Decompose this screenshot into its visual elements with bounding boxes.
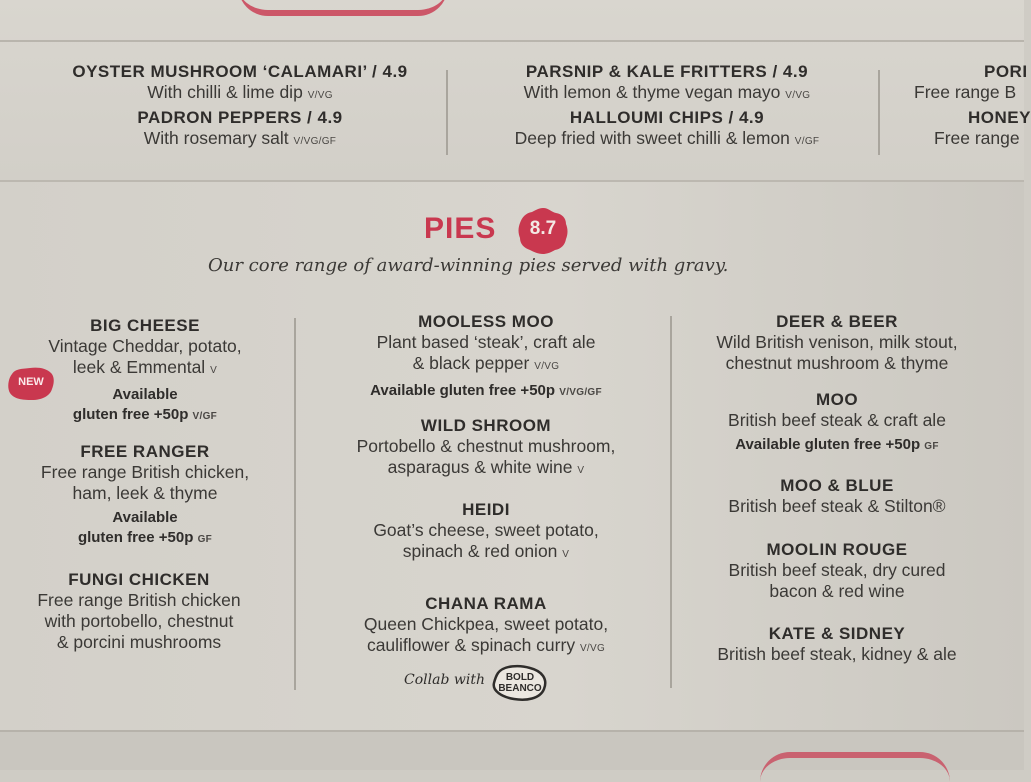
pies-price: 8.7 (529, 218, 557, 239)
pie-fungi-chicken (4, 570, 274, 653)
starter-desc: With rosemary salt V/VG/GF (143, 128, 337, 148)
pie-availability: gluten free +50p V/GF (72, 406, 218, 423)
pie-moo (690, 390, 984, 457)
pie-desc-line: British beef steak & Stilton® (728, 496, 946, 516)
pie-availability: Available gluten free +50p GF (735, 436, 939, 453)
pie-desc-line: British beef steak, dry cured (728, 560, 946, 580)
pie-desc-line: bacon & red wine (769, 581, 905, 601)
pie-availability: Available (112, 509, 178, 526)
starter-name: PADRON PEPPERS / 4.9 (137, 108, 343, 127)
starter-name: OYSTER MUSHROOM ‘CALAMARI’ / 4.9 (72, 62, 408, 81)
pie-desc-line: Goat’s cheese, sweet potato, (373, 520, 599, 540)
pie-name: DEER & BEER (776, 312, 898, 331)
pie-desc-line: Queen Chickpea, sweet potato, (363, 614, 609, 634)
bottom-heading-fragment (760, 752, 950, 782)
top-fold-line (0, 40, 1024, 42)
pie-moo-blue (690, 476, 984, 517)
pie-chana-rama (316, 594, 656, 659)
starter-desc: Free range (934, 128, 1020, 148)
bold-bean-logo (490, 663, 550, 703)
starter-name: HONEY (968, 108, 1031, 127)
starter-oyster-mushroom (40, 62, 440, 106)
collab-text: Collab with (404, 672, 485, 688)
pie-kate-sidney (690, 624, 984, 665)
pie-desc-line: cauliflower & spinach curry V/VG (366, 635, 606, 655)
pie-desc-line: & porcini mushrooms (56, 632, 222, 652)
collab-logo-label: BOLD BEANCO (498, 672, 542, 694)
pies-title: PIES (424, 212, 497, 245)
starter-divider (878, 70, 880, 155)
starter-name: HALLOUMI CHIPS / 4.9 (569, 108, 765, 127)
pie-desc-line: Vintage Cheddar, potato, (48, 336, 242, 356)
pie-desc-line: Plant based ‘steak’, craft ale (376, 332, 596, 352)
pie-desc-line: Free range British chicken, (40, 462, 250, 482)
pie-name: MOOLESS MOO (418, 312, 554, 331)
pie-heidi (316, 500, 656, 565)
pie-desc-line: spinach & red onion V (402, 541, 570, 561)
column-divider-right (670, 316, 672, 688)
pie-name: MOO (815, 390, 859, 409)
pie-name: BIG CHEESE (90, 316, 200, 335)
pie-desc-line: leek & Emmental V (72, 357, 218, 377)
pie-desc-line: asparagus & white wine V (387, 457, 585, 477)
starter-halloumi-chips (462, 108, 872, 152)
starter-name: PORI (984, 62, 1028, 81)
pie-name: WILD SHROOM (420, 416, 552, 435)
pie-availability: gluten free +50p GF (77, 529, 213, 546)
top-heading-fragment (238, 0, 448, 16)
pie-availability: Available gluten free +50p V/VG/GF (370, 382, 602, 399)
pie-availability: Available (112, 386, 178, 403)
new-badge-label: NEW (18, 376, 44, 388)
pie-name: MOOLIN ROUGE (766, 540, 908, 559)
starter-name: PARSNIP & KALE FRITTERS / 4.9 (525, 62, 809, 81)
pie-desc-line: with portobello, chestnut (44, 611, 234, 631)
pie-free-ranger (10, 442, 280, 550)
pie-desc-line: chestnut mushroom & thyme (725, 353, 949, 373)
pie-desc-line: ham, leek & thyme (72, 483, 218, 503)
pie-name: FUNGI CHICKEN (68, 570, 210, 589)
pie-desc-line: British beef steak & craft ale (728, 410, 946, 430)
pie-desc-line: & black pepper V/VG (412, 353, 560, 373)
pie-mooless-moo (316, 312, 656, 403)
starter-divider (446, 70, 448, 155)
pies-subtitle: Our core range of award-winning pies served with gravy. (208, 255, 729, 276)
pie-name: KATE & SIDNEY (768, 624, 906, 643)
starter-desc: With lemon & thyme vegan mayo V/VG (523, 82, 811, 102)
pie-big-cheese (10, 316, 280, 427)
pie-name: FREE RANGER (80, 442, 210, 461)
starter-desc: Deep fried with sweet chilli & lemon V/GF (514, 128, 820, 148)
starter-desc: Free range B (914, 82, 1017, 102)
pie-deer-beer (690, 312, 984, 374)
pie-desc-line: British beef steak, kidney & ale (717, 644, 957, 664)
pie-name: MOO & BLUE (780, 476, 894, 495)
starter-parsnip-kale (462, 62, 872, 106)
pie-desc-line: Free range British chicken (37, 590, 241, 610)
pie-moolin-rouge (690, 540, 984, 602)
starter-desc: With chilli & lime dip V/VG (147, 82, 333, 102)
pie-name: HEIDI (462, 500, 510, 519)
pie-wild-shroom (316, 416, 656, 481)
pie-desc-line: Wild British venison, milk stout, (716, 332, 958, 352)
column-divider-left (294, 318, 296, 690)
starter-honey-partial (934, 108, 1031, 149)
starter-padron-peppers (40, 108, 440, 152)
pie-desc-line: Portobello & chestnut mushroom, (356, 436, 616, 456)
starter-pork-partial (914, 62, 1028, 103)
pie-name: CHANA RAMA (425, 594, 547, 613)
price-badge (516, 206, 570, 256)
